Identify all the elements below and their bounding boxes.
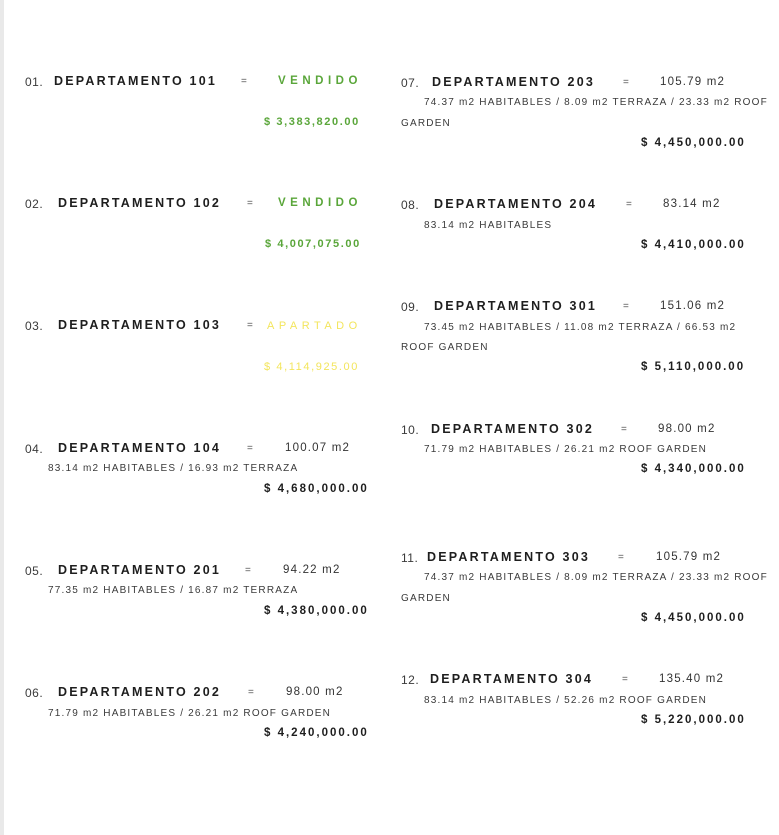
unit-name: DEPARTAMENTO 103	[58, 318, 222, 332]
unit-price: $ 4,114,925.00	[264, 361, 359, 373]
unit-area-detail: 77.35 m2 HABITABLES / 16.87 m2 TERRAZA	[48, 585, 299, 596]
unit-number: 12.	[401, 673, 420, 687]
page-edge	[0, 0, 4, 835]
unit-area: 105.79 m2	[656, 551, 722, 563]
equals-sign: =	[241, 76, 247, 87]
equals-sign: =	[626, 199, 632, 210]
unit-area: 98.00 m2	[286, 686, 344, 698]
unit-name: DEPARTAMENTO 101	[54, 74, 218, 88]
equals-sign: =	[247, 443, 253, 454]
equals-sign: =	[245, 565, 251, 576]
unit-area: 98.00 m2	[658, 423, 716, 435]
unit-price: $ 4,410,000.00	[641, 239, 746, 251]
unit-area: 105.79 m2	[660, 76, 726, 88]
unit-area-detail: 74.37 m2 HABITABLES / 8.09 m2 TERRAZA / 23.33 m2 ROOF	[424, 572, 768, 583]
unit-area-detail: 73.45 m2 HABITABLES / 11.08 m2 TERRAZA / 66.53 m2	[424, 322, 737, 333]
unit-name: DEPARTAMENTO 204	[434, 197, 598, 211]
unit-number: 09.	[401, 300, 420, 314]
unit-name: DEPARTAMENTO 102	[58, 196, 222, 210]
equals-sign: =	[623, 301, 629, 312]
unit-price: $ 4,007,075.00	[265, 238, 361, 250]
unit-name: DEPARTAMENTO 304	[430, 672, 594, 686]
unit-price: $ 4,380,000.00	[264, 605, 369, 617]
unit-name: DEPARTAMENTO 202	[58, 685, 222, 699]
unit-number: 05.	[25, 564, 44, 578]
status-sold: VENDIDO	[278, 197, 362, 209]
unit-price: $ 5,220,000.00	[641, 714, 746, 726]
unit-name: DEPARTAMENTO 303	[427, 550, 591, 564]
equals-sign: =	[622, 674, 628, 685]
unit-price: $ 4,340,000.00	[641, 463, 746, 475]
unit-number: 10.	[401, 423, 420, 437]
status-reserved: APARTADO	[267, 320, 362, 332]
unit-area-detail-continued: ROOF GARDEN	[401, 342, 489, 353]
unit-area-detail: 83.14 m2 HABITABLES / 52.26 m2 ROOF GARDEN	[424, 695, 708, 706]
unit-area-detail: 71.79 m2 HABITABLES / 26.21 m2 ROOF GARDEN	[48, 708, 332, 719]
unit-number: 03.	[25, 319, 44, 333]
unit-area-detail: 74.37 m2 HABITABLES / 8.09 m2 TERRAZA / 23.33 m2 ROOF	[424, 97, 768, 108]
unit-number: 07.	[401, 76, 420, 90]
equals-sign: =	[247, 320, 253, 331]
equals-sign: =	[248, 687, 254, 698]
unit-number: 08.	[401, 198, 420, 212]
unit-price: $ 4,680,000.00	[264, 483, 369, 495]
unit-name: DEPARTAMENTO 104	[58, 441, 222, 455]
unit-price: $ 4,450,000.00	[641, 137, 746, 149]
unit-number: 06.	[25, 686, 44, 700]
unit-number: 11.	[401, 551, 419, 565]
equals-sign: =	[623, 77, 629, 88]
unit-area: 83.14 m2	[663, 198, 721, 210]
unit-name: DEPARTAMENTO 201	[58, 563, 222, 577]
unit-area: 100.07 m2	[285, 442, 351, 454]
unit-area: 135.40 m2	[659, 673, 725, 685]
unit-area: 151.06 m2	[660, 300, 726, 312]
unit-number: 02.	[25, 197, 44, 211]
unit-number: 04.	[25, 442, 44, 456]
unit-area-detail-continued: GARDEN	[401, 593, 451, 604]
unit-price: $ 3,383,820.00	[264, 116, 360, 128]
unit-price: $ 4,240,000.00	[264, 727, 369, 739]
unit-number: 01.	[25, 75, 44, 89]
unit-price: $ 4,450,000.00	[641, 612, 746, 624]
unit-price: $ 5,110,000.00	[641, 361, 746, 373]
unit-name: DEPARTAMENTO 203	[432, 75, 596, 89]
unit-name: DEPARTAMENTO 302	[431, 422, 595, 436]
equals-sign: =	[247, 198, 253, 209]
unit-area-detail: 71.79 m2 HABITABLES / 26.21 m2 ROOF GARDEN	[424, 444, 708, 455]
unit-area-detail: 83.14 m2 HABITABLES	[424, 220, 553, 231]
unit-name: DEPARTAMENTO 301	[434, 299, 598, 313]
equals-sign: =	[618, 552, 624, 563]
unit-area-detail: 83.14 m2 HABITABLES / 16.93 m2 TERRAZA	[48, 463, 299, 474]
unit-area-detail-continued: GARDEN	[401, 118, 451, 129]
unit-area: 94.22 m2	[283, 564, 341, 576]
status-sold: VENDIDO	[278, 75, 362, 87]
equals-sign: =	[621, 424, 627, 435]
